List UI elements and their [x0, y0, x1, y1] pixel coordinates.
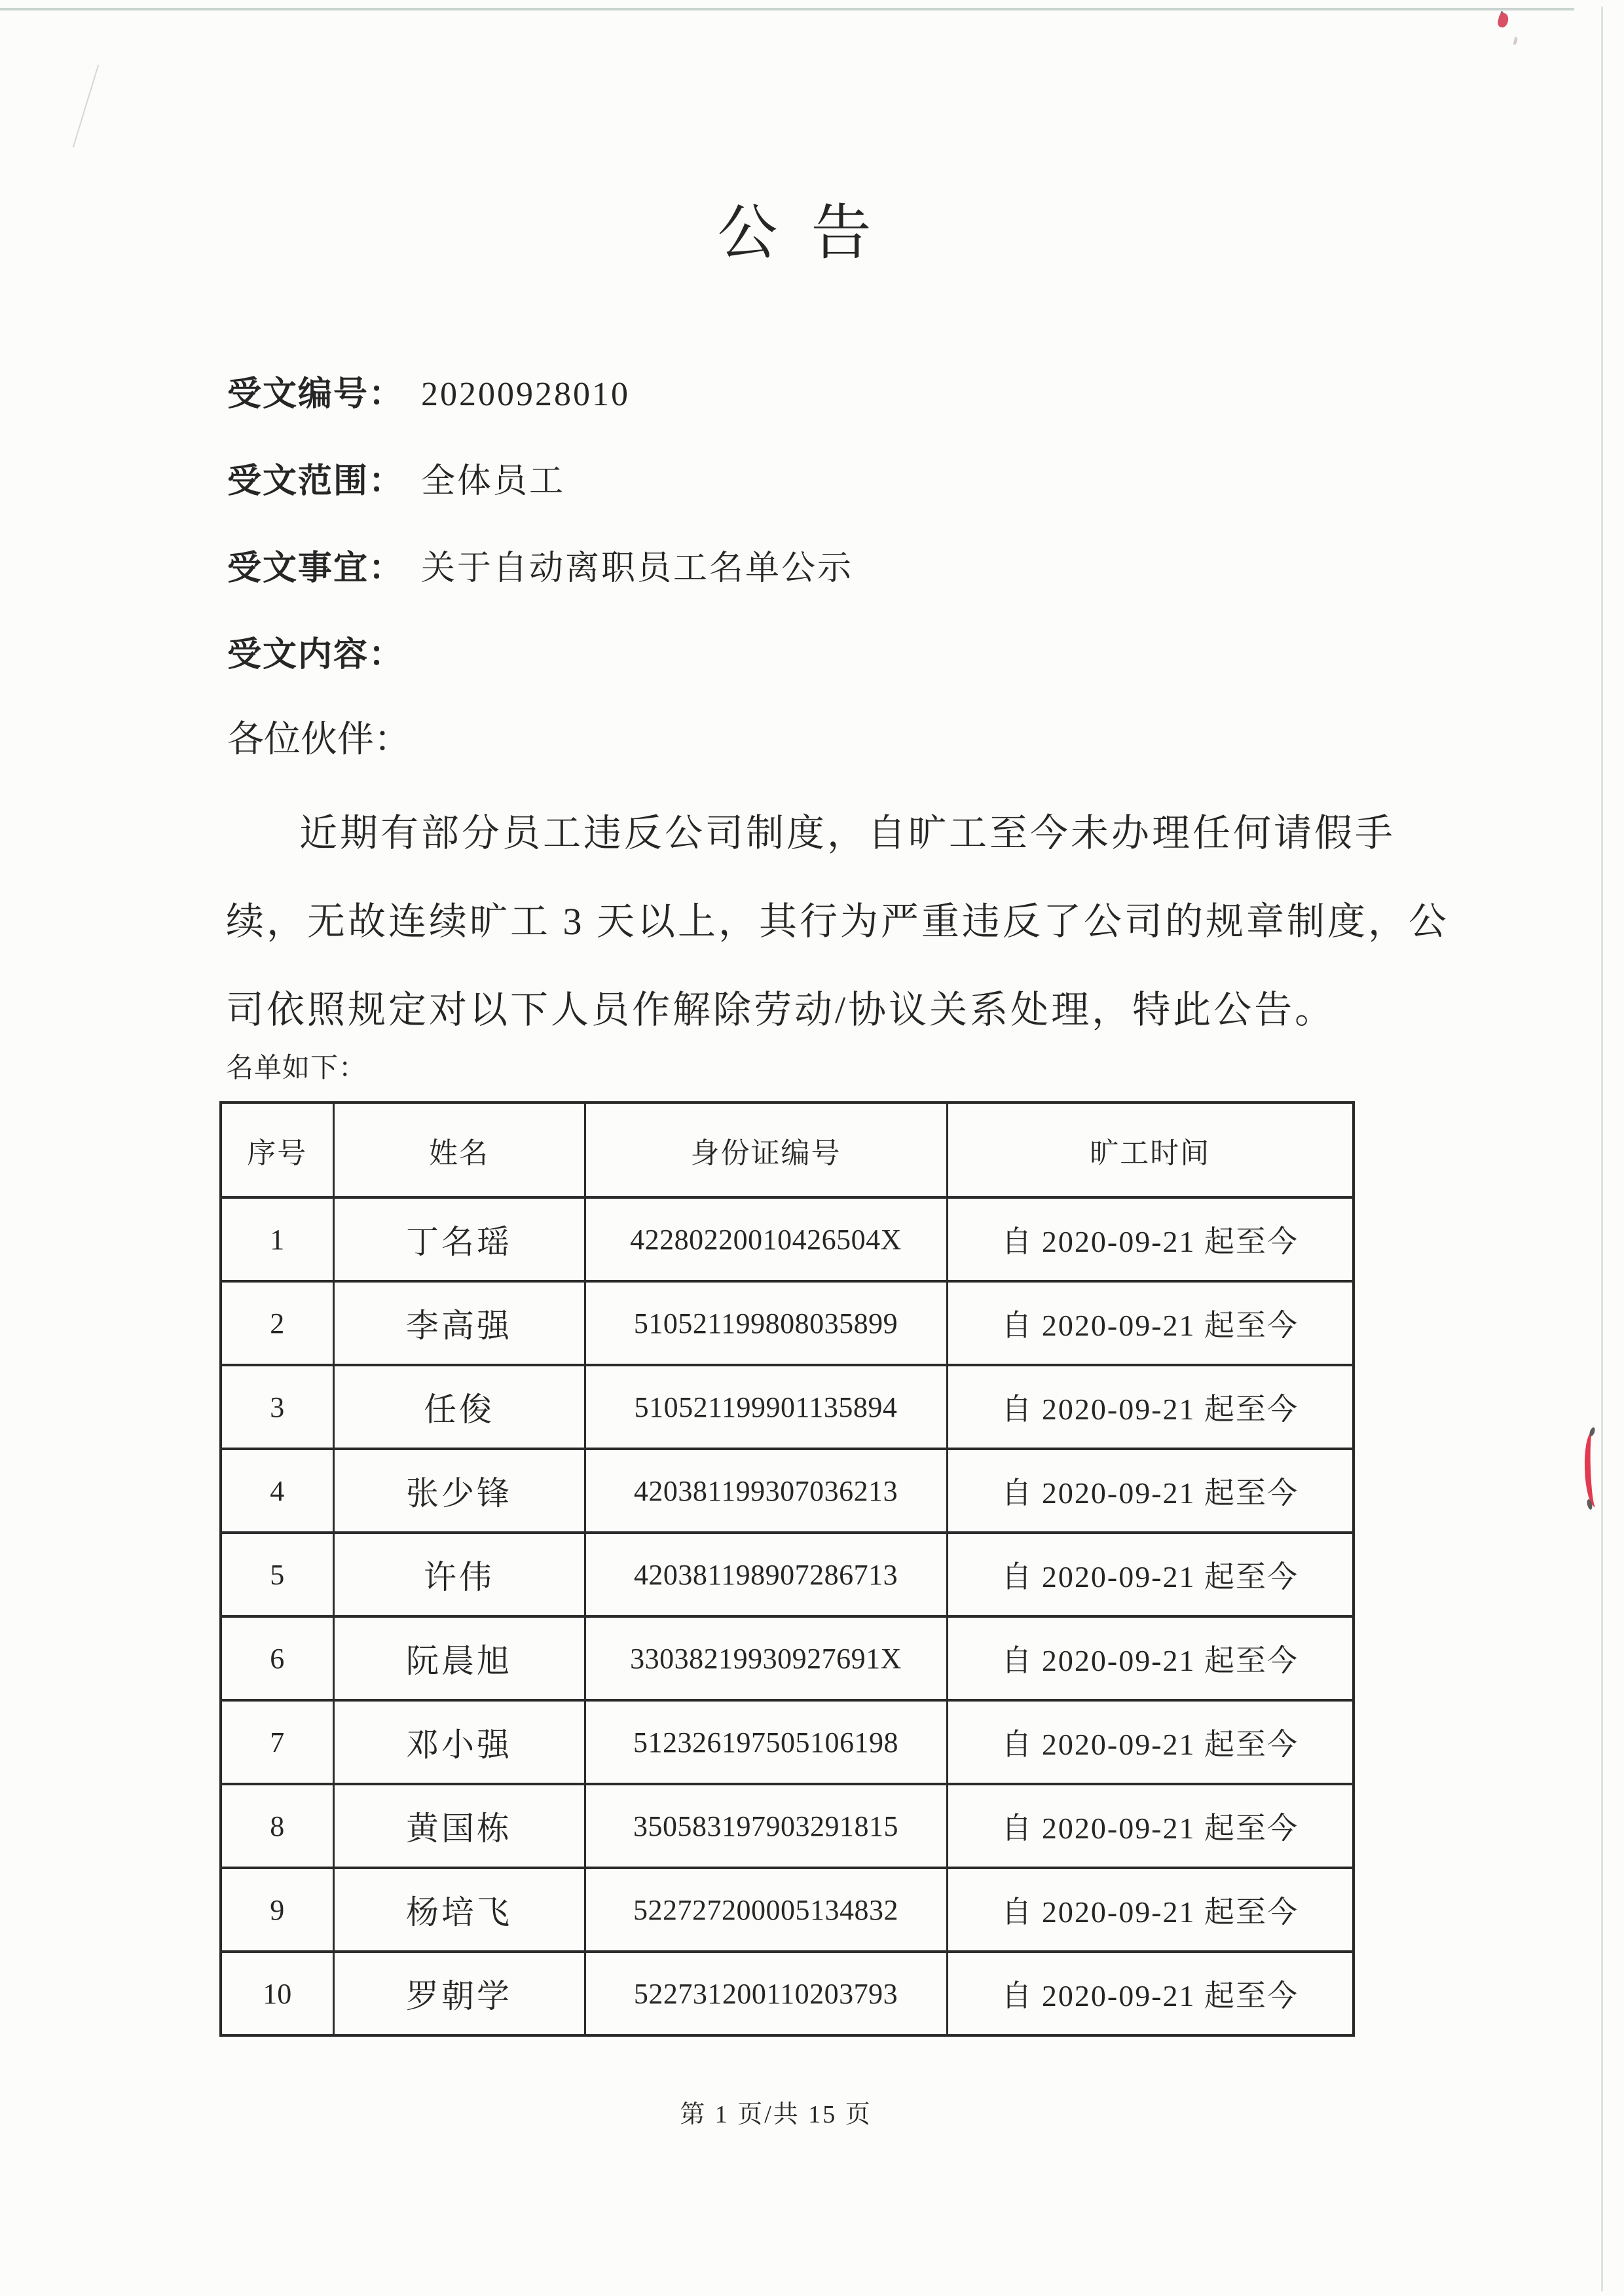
field-doc-number-label: 受文编号： [227, 376, 405, 413]
field-doc-number-value: 20200928010 [421, 376, 631, 413]
cell-id-number: 510521199808035899 [585, 1281, 947, 1365]
field-doc-scope-value: 全体员工 [421, 463, 566, 500]
cell-name: 任俊 [333, 1365, 585, 1449]
list-intro: 名单如下： [226, 1053, 367, 1084]
paragraph-line-1: 近期有部分员工违反公司制度，自旷工至今未办理任何请假手 [299, 812, 1396, 854]
salutation: 各位伙伴： [227, 720, 411, 760]
cell-absence-period: 自 2020-09-21 起至今 [947, 1197, 1354, 1281]
table-row [221, 1281, 1354, 1365]
cell-id-number: 420381199307036213 [585, 1449, 947, 1533]
table-row [221, 1197, 1354, 1281]
field-doc-content-label: 受文内容： [227, 636, 405, 674]
cell-name: 丁名瑶 [333, 1197, 585, 1281]
cell-id-number: 510521199901135894 [585, 1365, 947, 1449]
cell-absence-period: 自 2020-09-21 起至今 [947, 1784, 1354, 1868]
cell-serial: 6 [221, 1616, 333, 1700]
cell-name: 张少锋 [333, 1449, 585, 1533]
cell-absence-period: 自 2020-09-21 起至今 [947, 1616, 1354, 1700]
field-doc-scope-label: 受文范围： [227, 463, 405, 500]
scan-artifact-top-line [0, 8, 1574, 10]
scan-artifact-red-spot [1497, 12, 1510, 29]
cell-name: 罗朝学 [333, 1952, 585, 2035]
page-footer: 第 1 页/共 15 页 [680, 2101, 872, 2128]
cell-absence-period: 自 2020-09-21 起至今 [947, 1365, 1354, 1449]
cell-serial: 7 [221, 1700, 333, 1784]
cell-name: 黄国栋 [333, 1784, 585, 1868]
cell-serial: 10 [221, 1952, 333, 2035]
absentee-table [219, 1101, 1355, 2037]
field-doc-scope [227, 462, 565, 502]
cell-absence-period: 自 2020-09-21 起至今 [947, 1281, 1354, 1365]
cell-name: 阮晨旭 [333, 1616, 585, 1700]
field-doc-content [227, 635, 421, 676]
cell-id-number: 512326197505106198 [585, 1700, 947, 1784]
cell-name: 杨培飞 [333, 1868, 585, 1952]
cell-id-number: 522727200005134832 [585, 1868, 947, 1952]
table-row [221, 1533, 1354, 1616]
cell-id-number: 522731200110203793 [585, 1952, 947, 2035]
cell-name: 许伟 [333, 1533, 585, 1616]
header-name: 姓名 [333, 1102, 585, 1197]
field-doc-subject-value: 关于自动离职员工名单公示 [421, 550, 854, 587]
table-row [221, 1700, 1354, 1784]
field-doc-number [227, 374, 630, 415]
scan-artifact-scratch [73, 65, 100, 148]
paragraph-line-3: 司依照规定对以下人员作解除劳动/协议关系处理，特此公告。 [226, 989, 1336, 1031]
cell-id-number: 42280220010426504X [585, 1197, 947, 1281]
cell-serial: 5 [221, 1533, 333, 1616]
table-row [221, 1616, 1354, 1700]
cell-serial: 2 [221, 1281, 333, 1365]
cell-absence-period: 自 2020-09-21 起至今 [947, 1700, 1354, 1784]
cell-absence-period: 自 2020-09-21 起至今 [947, 1533, 1354, 1616]
cell-serial: 3 [221, 1365, 333, 1449]
field-doc-subject [227, 549, 853, 589]
cell-serial: 9 [221, 1868, 333, 1952]
cell-name: 李高强 [333, 1281, 585, 1365]
page-title: 公 告 [717, 200, 881, 266]
cell-id-number: 420381198907286713 [585, 1533, 947, 1616]
table-row [221, 1784, 1354, 1868]
cell-serial: 4 [221, 1449, 333, 1533]
cell-name: 邓小强 [333, 1700, 585, 1784]
cell-serial: 1 [221, 1197, 333, 1281]
table-row [221, 1868, 1354, 1952]
cell-absence-period: 自 2020-09-21 起至今 [947, 1952, 1354, 2035]
table-header-row [221, 1102, 1354, 1197]
header-id-number: 身份证编号 [585, 1102, 947, 1197]
table-row [221, 1365, 1354, 1449]
cell-serial: 8 [221, 1784, 333, 1868]
cell-id-number: 350583197903291815 [585, 1784, 947, 1868]
header-serial: 序号 [221, 1102, 333, 1197]
field-doc-subject-label: 受文事宜： [227, 550, 405, 587]
table-row [221, 1952, 1354, 2035]
header-absence-period: 旷工时间 [947, 1102, 1354, 1197]
scan-artifact-right-edge-line [1601, 7, 1603, 2291]
cell-absence-period: 自 2020-09-21 起至今 [947, 1449, 1354, 1533]
paragraph-line-2: 续，无故连续旷工 3 天以上，其行为严重违反了公司的规章制度，公 [226, 900, 1450, 943]
cell-id-number: 33038219930927691X [585, 1616, 947, 1700]
cell-absence-period: 自 2020-09-21 起至今 [947, 1868, 1354, 1952]
table-row [221, 1449, 1354, 1533]
